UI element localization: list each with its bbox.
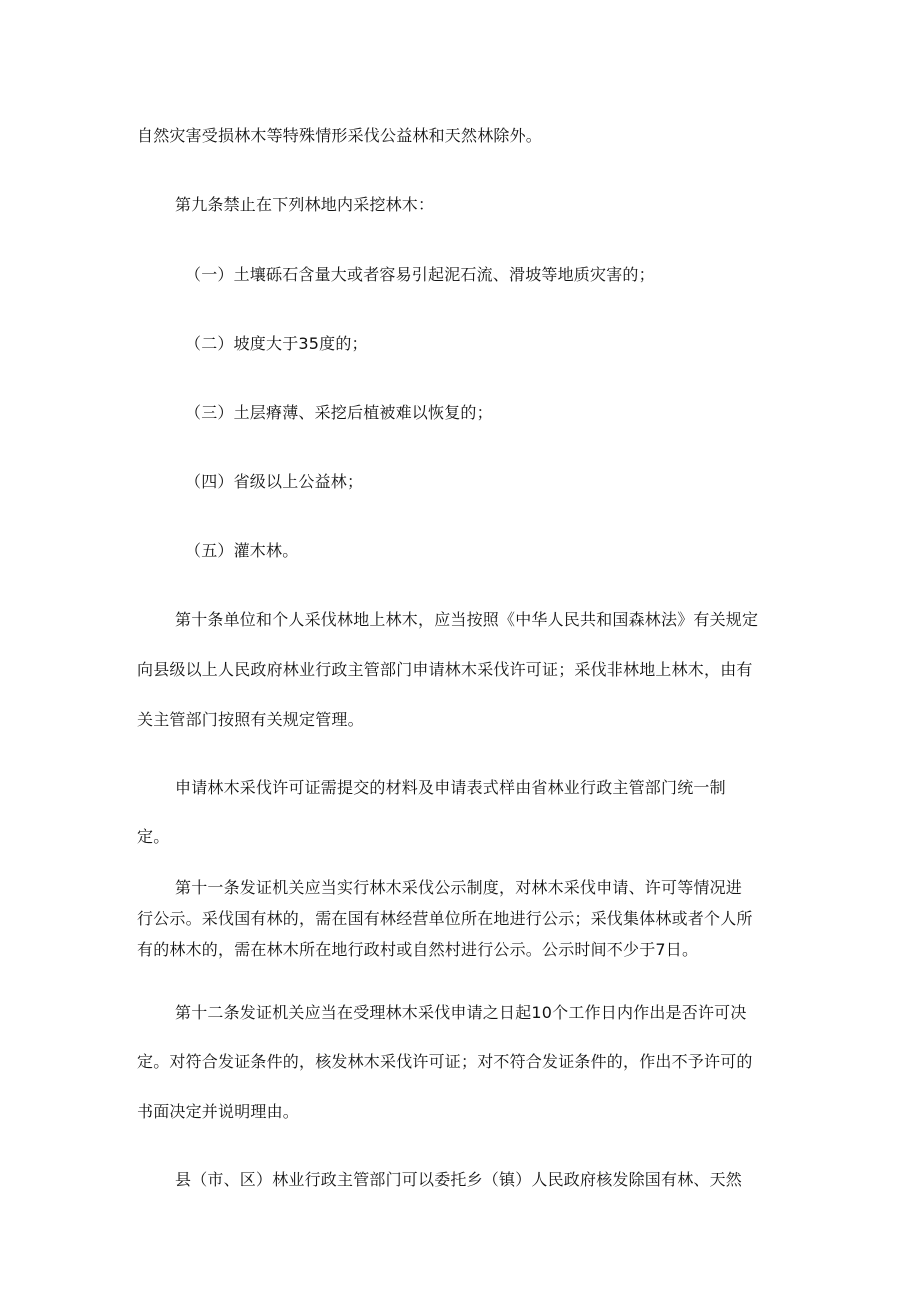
- list-item-2: （二）坡度大于35度的；: [185, 334, 368, 353]
- list-item-3: （三）土层瘠薄、采挖后植被难以恢复的；: [185, 403, 493, 422]
- article-11-line-2: 行公示。采伐国有林的，需在国有林经营单位所在地进行公示；采伐集体林或者个人所: [137, 909, 753, 928]
- article-11-line-3: 有的林木的，需在林木所在地行政村或自然村进行公示。公示时间不少于7日。: [137, 940, 699, 959]
- article-12-line-3: 书面决定并说明理由。: [137, 1102, 300, 1121]
- list-item-1: （一）土壤砾石含量大或者容易引起泥石流、滑坡等地质灾害的；: [185, 265, 655, 284]
- article-12-line-2: 定。对符合发证条件的，核发林木采伐许可证；对不符合发证条件的，作出不予许可的: [137, 1052, 753, 1071]
- article-9-heading: 第九条禁止在下列林地内采挖林木：: [175, 195, 435, 214]
- list-item-4: （四）省级以上公益林；: [185, 472, 364, 491]
- article-10-line-1: 第十条单位和个人采伐林地上林木，应当按照《中华人民共和国森林法》有关规定: [175, 610, 759, 629]
- paragraph-line-2: 定。: [137, 827, 170, 846]
- paragraph-line-3: 县（市、区）林业行政主管部门可以委托乡（镇）人民政府核发除国有林、天然: [175, 1170, 743, 1189]
- paragraph-line-1: 申请林木采伐许可证需提交的材料及申请表式样由省林业行政主管部门统一制: [175, 778, 726, 797]
- article-10-line-2: 向县级以上人民政府林业行政主管部门申请林木采伐许可证；采伐非林地上林木，由有: [137, 660, 753, 679]
- article-12-line-1: 第十二条发证机关应当在受理林木采伐申请之日起10个工作日内作出是否许可决: [175, 1003, 747, 1022]
- text-line-1: 自然灾害受损林木等特殊情形采伐公益林和天然林除外。: [137, 126, 543, 145]
- article-11-line-1: 第十一条发证机关应当实行林木采伐公示制度，对林木采伐申请、许可等情况进: [175, 878, 743, 897]
- list-item-5: （五）灌木林。: [185, 541, 299, 560]
- article-10-line-3: 关主管部门按照有关规定管理。: [137, 710, 364, 729]
